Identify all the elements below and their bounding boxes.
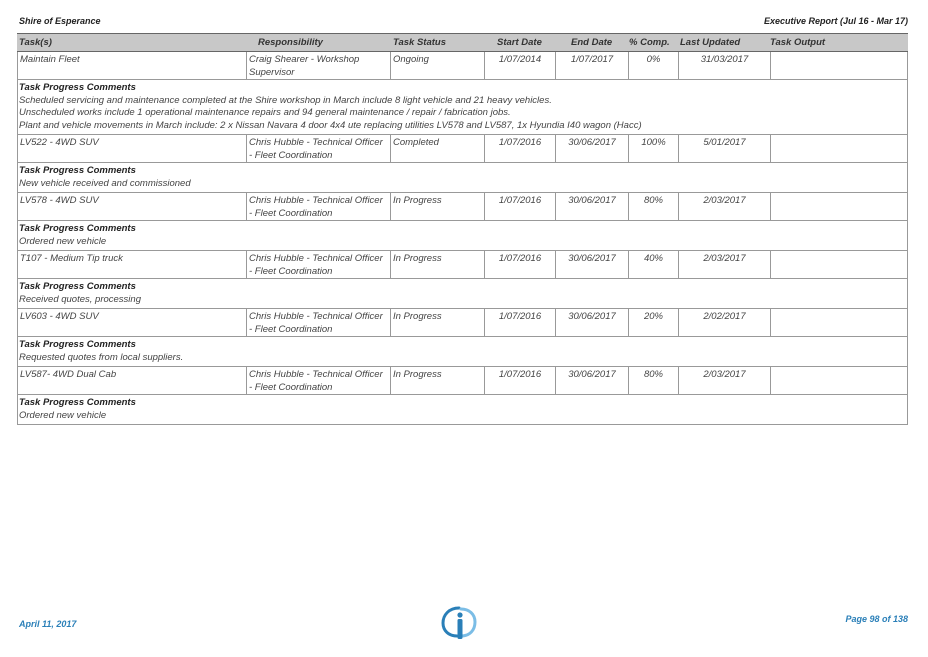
cell-task: T107 - Medium Tip truck	[18, 251, 247, 278]
cell-status: In Progress	[391, 193, 485, 220]
table-row	[17, 367, 908, 395]
cell-updated: 2/03/2017	[679, 367, 771, 394]
cell-output	[771, 135, 908, 162]
cell-status: In Progress	[391, 309, 485, 336]
cell-status: In Progress	[391, 367, 485, 394]
cell-start: 1/07/2016	[485, 367, 556, 394]
cell-output	[771, 367, 908, 394]
task-progress-comments	[17, 395, 908, 425]
comments-title: Task Progress Comments	[19, 281, 136, 292]
cell-end: 30/06/2017	[556, 367, 629, 394]
cell-responsibility: Chris Hubble - Technical Officer - Fleet Coordination	[247, 309, 391, 336]
cell-start: 1/07/2016	[485, 135, 556, 162]
cell-end: 30/06/2017	[556, 135, 629, 162]
cell-end: 30/06/2017	[556, 193, 629, 220]
cell-end: 30/06/2017	[556, 251, 629, 278]
cell-task: LV603 - 4WD SUV	[18, 309, 247, 336]
table-body	[17, 52, 908, 425]
col-task-output: Task Output	[770, 37, 826, 48]
comment-line: Ordered new vehicle	[19, 235, 107, 247]
cell-start: 1/07/2016	[485, 309, 556, 336]
col-percent-complete: % Comp.	[629, 37, 670, 48]
cell-start: 1/07/2016	[485, 193, 556, 220]
table-row	[17, 251, 908, 279]
task-progress-comments	[17, 80, 908, 135]
col-last-updated: Last Updated	[680, 37, 741, 48]
table-row	[17, 52, 908, 80]
cell-responsibility: Craig Shearer - Workshop Supervisor	[247, 52, 391, 79]
organisation-name: Shire of Esperance	[19, 16, 101, 26]
cell-comp: 0%	[629, 52, 679, 79]
cell-responsibility: Chris Hubble - Technical Officer - Fleet Coordination	[247, 135, 391, 162]
cell-comp: 20%	[629, 309, 679, 336]
table-row	[17, 135, 908, 163]
cell-end: 1/07/2017	[556, 52, 629, 79]
comments-title: Task Progress Comments	[19, 397, 136, 408]
cell-task: LV522 - 4WD SUV	[18, 135, 247, 162]
comment-line: Requested quotes from local suppliers.	[19, 351, 184, 363]
comment-line: Unscheduled works include 1 operational maintenance repairs and 94 general maintenance / repair / fabrication jobs.	[19, 107, 511, 118]
cell-output	[771, 251, 908, 278]
comments-title: Task Progress Comments	[19, 223, 136, 234]
task-progress-comments	[17, 221, 908, 251]
col-end-date: End Date	[571, 37, 613, 48]
comment-line: Ordered new vehicle	[19, 409, 107, 421]
cell-output	[771, 52, 908, 79]
comments-title: Task Progress Comments	[19, 339, 136, 350]
cell-task: LV587- 4WD Dual Cab	[18, 367, 247, 394]
info-i-logo-icon	[440, 605, 478, 639]
col-task: Task(s)	[19, 37, 52, 48]
task-progress-comments	[17, 163, 908, 193]
table-row	[17, 193, 908, 221]
comment-line: Scheduled servicing and maintenance completed at the Shire workshop in March include 8 light vehicle and 21 heavy vehicles.	[19, 94, 552, 106]
cell-task: LV578 - 4WD SUV	[18, 193, 247, 220]
cell-task: Maintain Fleet	[18, 52, 247, 79]
page-number: Page 98 of 138	[845, 614, 908, 624]
comment-line: Received quotes, processing	[19, 293, 141, 305]
comment-line: New vehicle received and commissioned	[19, 177, 191, 189]
cell-updated: 5/01/2017	[679, 135, 771, 162]
cell-updated: 2/03/2017	[679, 251, 771, 278]
cell-comp: 40%	[629, 251, 679, 278]
cell-start: 1/07/2016	[485, 251, 556, 278]
cell-responsibility: Chris Hubble - Technical Officer - Fleet Coordination	[247, 367, 391, 394]
task-progress-comments	[17, 279, 908, 309]
cell-start: 1/07/2014	[485, 52, 556, 79]
col-start-date: Start Date	[497, 37, 542, 48]
report-date: April 11, 2017	[19, 619, 77, 629]
task-progress-comments	[17, 337, 908, 367]
cell-output	[771, 309, 908, 336]
table-header	[17, 33, 908, 52]
table-row	[17, 309, 908, 337]
cell-updated: 2/02/2017	[679, 309, 771, 336]
cell-comp: 80%	[629, 193, 679, 220]
cell-output	[771, 193, 908, 220]
col-responsibility: Responsibility	[258, 37, 323, 48]
cell-updated: 2/03/2017	[679, 193, 771, 220]
comment-line: Plant and vehicle movements in March include: 2 x Nissan Navara 4 door 4x4 ute replacing utilities LV578 and LV587, 1x Hyundia I40 wagon (Hacc)	[19, 119, 642, 131]
cell-updated: 31/03/2017	[679, 52, 771, 79]
comments-title: Task Progress Comments	[19, 165, 136, 176]
cell-comp: 100%	[629, 135, 679, 162]
cell-status: In Progress	[391, 251, 485, 278]
cell-end: 30/06/2017	[556, 309, 629, 336]
task-table	[17, 33, 908, 425]
cell-responsibility: Chris Hubble - Technical Officer - Fleet Coordination	[247, 193, 391, 220]
col-status: Task Status	[393, 37, 446, 48]
comments-title: Task Progress Comments	[19, 82, 136, 93]
cell-responsibility: Chris Hubble - Technical Officer - Fleet Coordination	[247, 251, 391, 278]
cell-status: Ongoing	[391, 52, 485, 79]
cell-status: Completed	[391, 135, 485, 162]
cell-comp: 80%	[629, 367, 679, 394]
report-title: Executive Report (Jul 16 - Mar 17)	[763, 16, 908, 26]
